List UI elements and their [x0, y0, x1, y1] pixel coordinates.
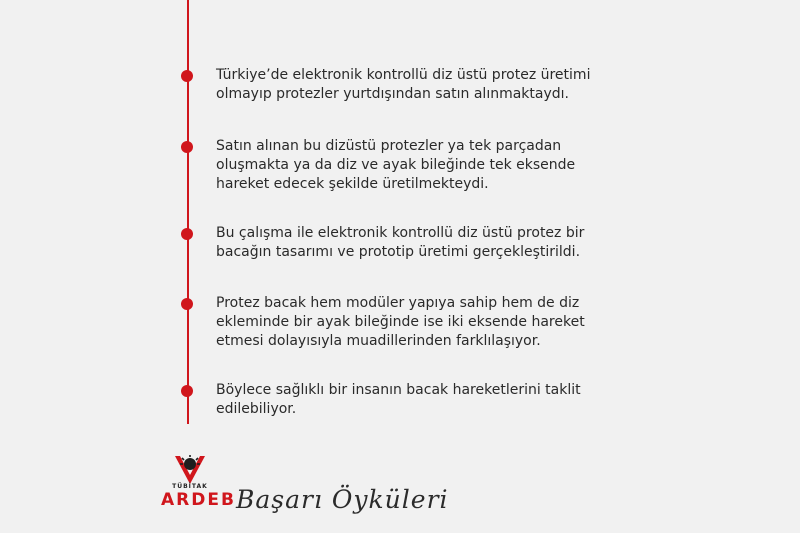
timeline-item-text: Böylece sağlıklı bir insanın bacak hareketlerini taklit edilebiliyor. [216, 382, 581, 417]
bullet-dot [181, 385, 193, 397]
timeline-line [187, 0, 189, 424]
bullet-dot [181, 228, 193, 240]
script-title: Başarı Öyküleri [236, 485, 449, 514]
tubitak-emblem-icon [174, 455, 206, 485]
logo-name: ARDEB [161, 490, 236, 510]
timeline-item-text: Protez bacak hem modüler yapıya sahip hem de diz ekleminde bir ayak bileğinde ise iki eksende hareket etmesi dolayısıyla muadillerinden farklılaşıyor. [216, 295, 585, 349]
bullet-dot [181, 141, 193, 153]
timeline-item-text: Bu çalışma ile elektronik kontrollü diz üstü protez bir bacağın tasarımı ve prototip üretimi gerçekleştirildi. [216, 225, 585, 260]
footer-branding [160, 455, 480, 525]
logo-small-text: TÜBİTAK [172, 483, 208, 490]
bullet-dot [181, 70, 193, 82]
timeline-item-text: Türkiye’de elektronik kontrollü diz üstü protez üretimi olmayıp protezler yurtdışından satın alınmaktaydı. [216, 67, 591, 102]
timeline-item-text: Satın alınan bu dizüstü protezler ya tek parçadan oluşmakta ya da diz ve ayak bileğinde tek eksende hareket edecek şekilde üretilmekteydi. [216, 138, 576, 192]
bullet-dot [181, 298, 193, 310]
